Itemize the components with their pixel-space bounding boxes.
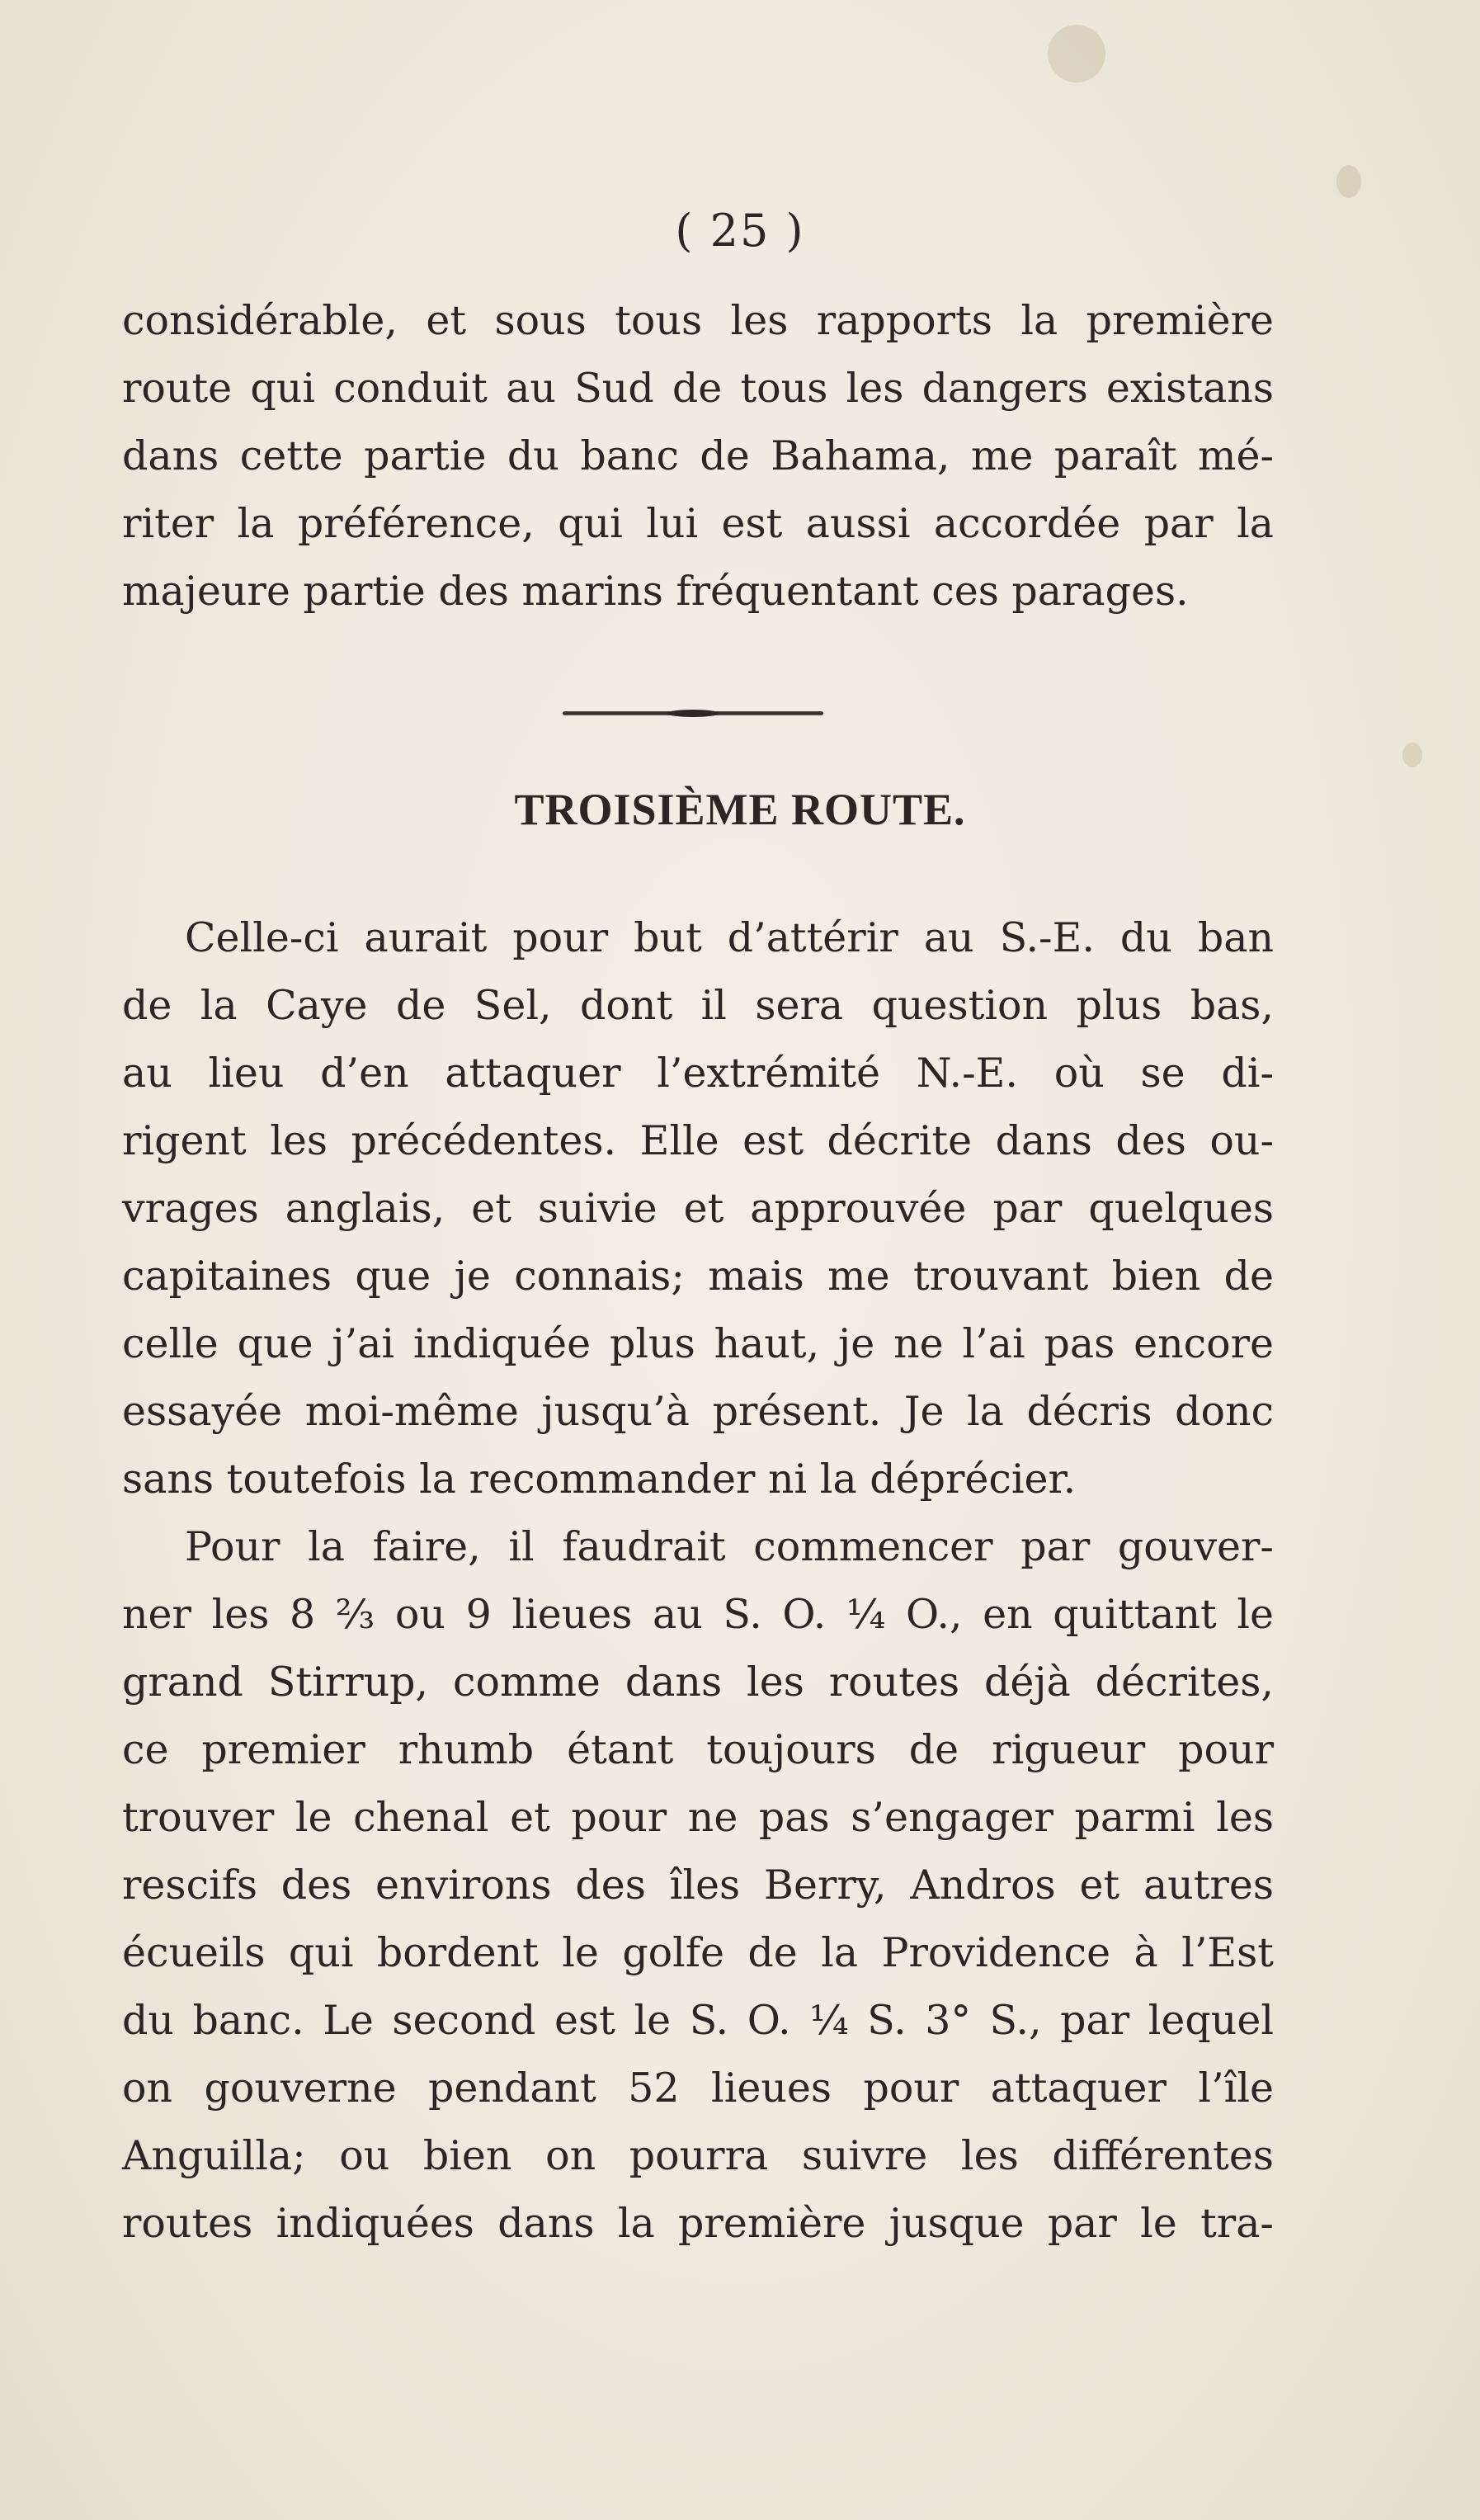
section-heading: TROISIÈME ROUTE.: [514, 785, 966, 834]
text-line: ner les 8 ⅔ ou 9 lieues au S. O. ¼ O., en quittant le: [122, 1591, 1274, 1638]
text-line: route qui conduit au Sud de tous les dangers existans: [122, 365, 1274, 412]
text-line: considérable, et sous tous les rapports la première: [122, 297, 1274, 344]
text-line: routes indiquées dans la première jusque par le tra-: [122, 2200, 1274, 2247]
text-line: essayée moi-même jusqu’à présent. Je la décris donc: [122, 1388, 1274, 1435]
text-line: Celle-ci aurait pour but d’attérir au S.-E. du ban: [185, 914, 1274, 961]
text-line: dans cette partie du banc de Bahama, me paraît mé-: [122, 432, 1274, 479]
text-line: grand Stirrup, comme dans les routes déjà décrites,: [122, 1659, 1274, 1706]
text-line: de la Caye de Sel, dont il sera question plus bas,: [122, 982, 1274, 1029]
section-divider: [563, 711, 823, 715]
foxing-spot: [1336, 165, 1361, 198]
paragraph-continued: [122, 287, 1274, 625]
foxing-spot: [1048, 25, 1105, 83]
text-line: riter la préférence, qui lui est aussi accordée par la: [122, 500, 1274, 547]
text-line: vrages anglais, et suivie et approuvée par quelques: [122, 1185, 1274, 1232]
foxing-spot: [1402, 743, 1422, 767]
text-line: majeure partie des marins fréquentant ces parages.: [122, 568, 1189, 615]
text-line: trouver le chenal et pour ne pas s’engager parmi les: [122, 1794, 1274, 1841]
text-line: rescifs des environs des îles Berry, Andros et autres: [122, 1862, 1274, 1909]
text-line: capitaines que je connais; mais me trouvant bien de: [122, 1253, 1274, 1300]
text-line: on gouverne pendant 52 lieues pour attaquer l’île: [122, 2065, 1274, 2112]
text-line: du banc. Le second est le S. O. ¼ S. 3° S., par lequel: [122, 1997, 1274, 2044]
text-line: sans toutefois la recommander ni la déprécier.: [122, 1456, 1077, 1503]
text-line: Pour la faire, il faudrait commencer par gouver-: [185, 1523, 1274, 1570]
text-line: celle que j’ai indiquée plus haut, je ne l’ai pas encore: [122, 1320, 1274, 1367]
paragraph-route-description: [122, 904, 1274, 1513]
text-line: rigent les précédentes. Elle est décrite dans des ou-: [122, 1117, 1274, 1164]
text-line: au lieu d’en attaquer l’extrémité N.-E. où se di-: [122, 1050, 1274, 1097]
text-line: Anguilla; ou bien on pourra suivre les différentes: [122, 2132, 1274, 2179]
paragraph-route-instructions: [122, 1513, 1274, 2258]
text-line: écueils qui bordent le golfe de la Providence à l’Est: [122, 1929, 1274, 1976]
page-number: ( 25 ): [675, 205, 805, 257]
text-line: ce premier rhumb étant toujours de rigueur pour: [122, 1726, 1274, 1773]
